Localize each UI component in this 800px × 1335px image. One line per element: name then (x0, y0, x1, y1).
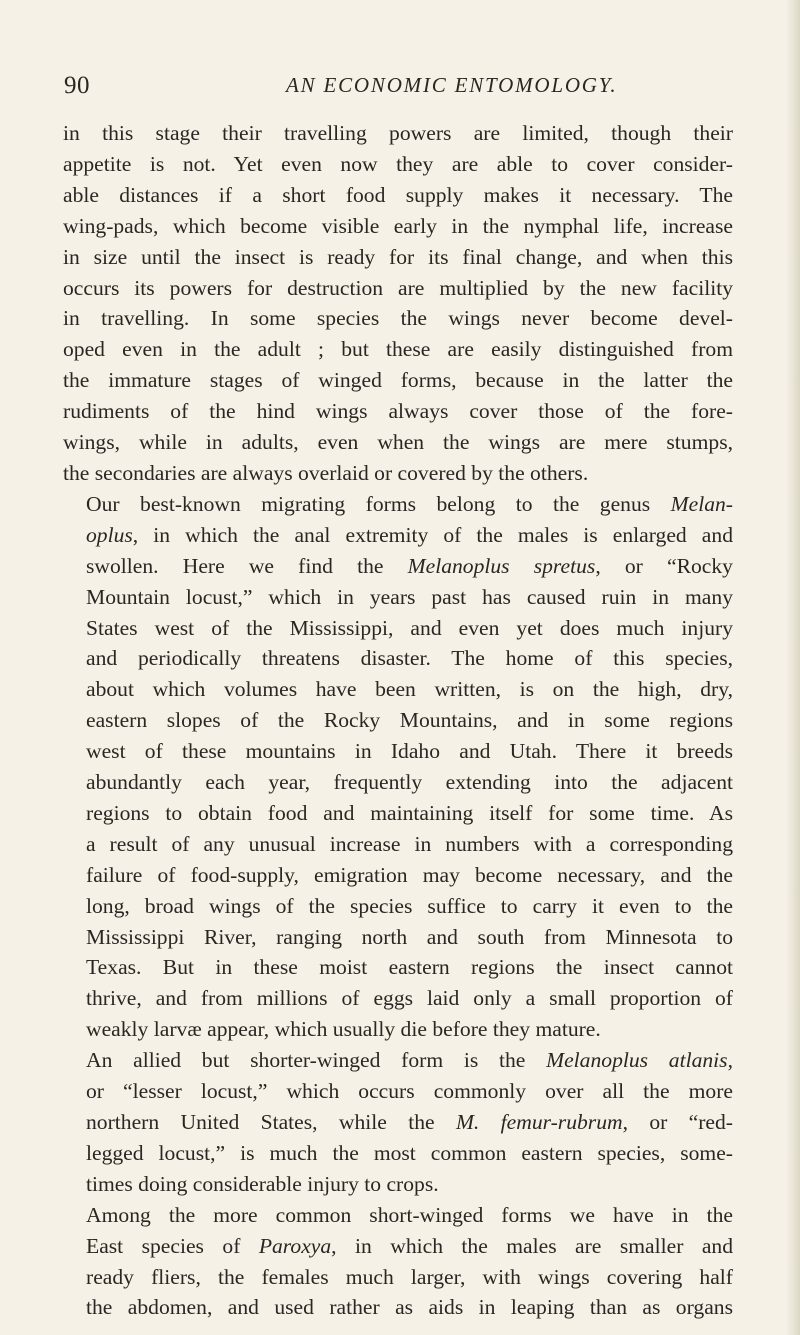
species-name: Melanoplus atlanis (546, 1048, 728, 1073)
text-line: failure of food-supply, emigration may become necessary, and the (86, 862, 733, 887)
text-line: oped even in the adult ; but these are easily distinguished from (63, 337, 733, 362)
text-line: in travelling. In some species the wings never become devel- (63, 306, 733, 331)
text-line: wings, while in adults, even when the wings are mere stumps, (63, 430, 733, 455)
text-line: wing-pads, which become visible early in the nymphal life, increase (63, 213, 733, 238)
text-line (63, 1231, 733, 1262)
text-line: west of these mountains in Idaho and Utah. There it breeds (86, 739, 733, 764)
paragraph-2 (63, 489, 733, 1045)
text-line: States west of the Mississippi, and even yet does much injury (86, 615, 733, 640)
text-line: the immature stages of winged forms, because in the latter the (63, 368, 733, 393)
text-line: the abdomen, and used rather as aids in leaping than as organs (86, 1295, 733, 1320)
text-line: times doing considerable injury to crops. (86, 1171, 439, 1196)
text-line: able distances if a short food supply makes it necessary. The (63, 182, 733, 207)
paragraph-1 (63, 118, 733, 489)
text-run: Our best-known migrating forms belong to the genus (86, 491, 671, 516)
text-line: thrive, and from millions of eggs laid only a small proportion of (86, 986, 733, 1011)
genus-name: Melan- (670, 491, 733, 516)
text-line: legged locust,” is much the most common eastern species, some- (86, 1140, 733, 1165)
page-number: 90 (64, 72, 90, 99)
text-line: in this stage their travelling powers are limited, though their (63, 121, 733, 145)
text-run: swollen. Here we find the (86, 553, 408, 578)
text-line: eastern slopes of the Rocky Mountains, and in some regions (86, 708, 733, 733)
genus-name: oplus (86, 522, 133, 547)
species-name: Melanoplus spretus (407, 553, 596, 578)
text-line (63, 1107, 733, 1138)
species-name: M. femur-rubrum (455, 1110, 623, 1134)
genus-name: Paroxya (258, 1233, 332, 1258)
body-text (63, 118, 733, 1323)
text-run: northern United States, while the (86, 1110, 456, 1134)
text-line: Mountain locust,” which in years past has caused ruin in many (86, 584, 733, 609)
text-run: , (727, 1048, 733, 1073)
text-run: East species of (86, 1233, 259, 1258)
paragraph-4 (63, 1200, 733, 1324)
text-line: ready fliers, the females much larger, with wings covering half (86, 1264, 733, 1289)
page-header (64, 72, 736, 102)
text-run: , or “red- (622, 1110, 733, 1134)
text-line: in size until the insect is ready for its final change, and when this (63, 244, 733, 269)
text-line: abundantly each year, frequently extending into the adjacent (86, 770, 733, 795)
text-line: or “lesser locust,” which occurs commonly over all the more (86, 1079, 733, 1104)
text-line: Texas. But in these moist eastern regions the insect cannot (86, 955, 733, 980)
text-line: regions to obtain food and maintaining itself for some time. As (86, 800, 733, 825)
text-line: appetite is not. Yet even now they are able to cover consider- (63, 151, 733, 176)
text-line: Among the more common short-winged forms we have in the (86, 1202, 733, 1227)
page-edge-shadow (786, 0, 800, 1335)
text-line: occurs its powers for destruction are multiplied by the new facility (63, 275, 733, 300)
text-line: about which volumes have been written, is on the high, dry, (86, 677, 733, 702)
text-run: , in which the males are smaller and (331, 1233, 733, 1258)
text-line: a result of any unusual increase in numbers with a corresponding (86, 831, 733, 856)
text-run: , or “Rocky (595, 553, 733, 578)
text-line: Mississippi River, ranging north and south from Minnesota to (86, 924, 733, 949)
paragraph-3 (63, 1045, 733, 1200)
text-line (63, 1045, 733, 1076)
text-run: An allied but shorter-winged form is the (86, 1048, 547, 1073)
text-line (63, 520, 733, 551)
text-line (63, 551, 733, 582)
running-title: AN ECONOMIC ENTOMOLOGY. (286, 73, 618, 97)
text-line: rudiments of the hind wings always cover those of the fore- (63, 399, 733, 424)
text-run: , in which the anal extremity of the males is enlarged and (132, 522, 733, 547)
text-line: and periodically threatens disaster. The home of this species, (86, 646, 733, 671)
text-line: weakly larvæ appear, which usually die before they mature. (86, 1017, 601, 1042)
text-line (63, 489, 733, 520)
text-line: long, broad wings of the species suffice to carry it even to the (86, 893, 733, 918)
text-line: the secondaries are always overlaid or covered by the others. (63, 460, 589, 485)
